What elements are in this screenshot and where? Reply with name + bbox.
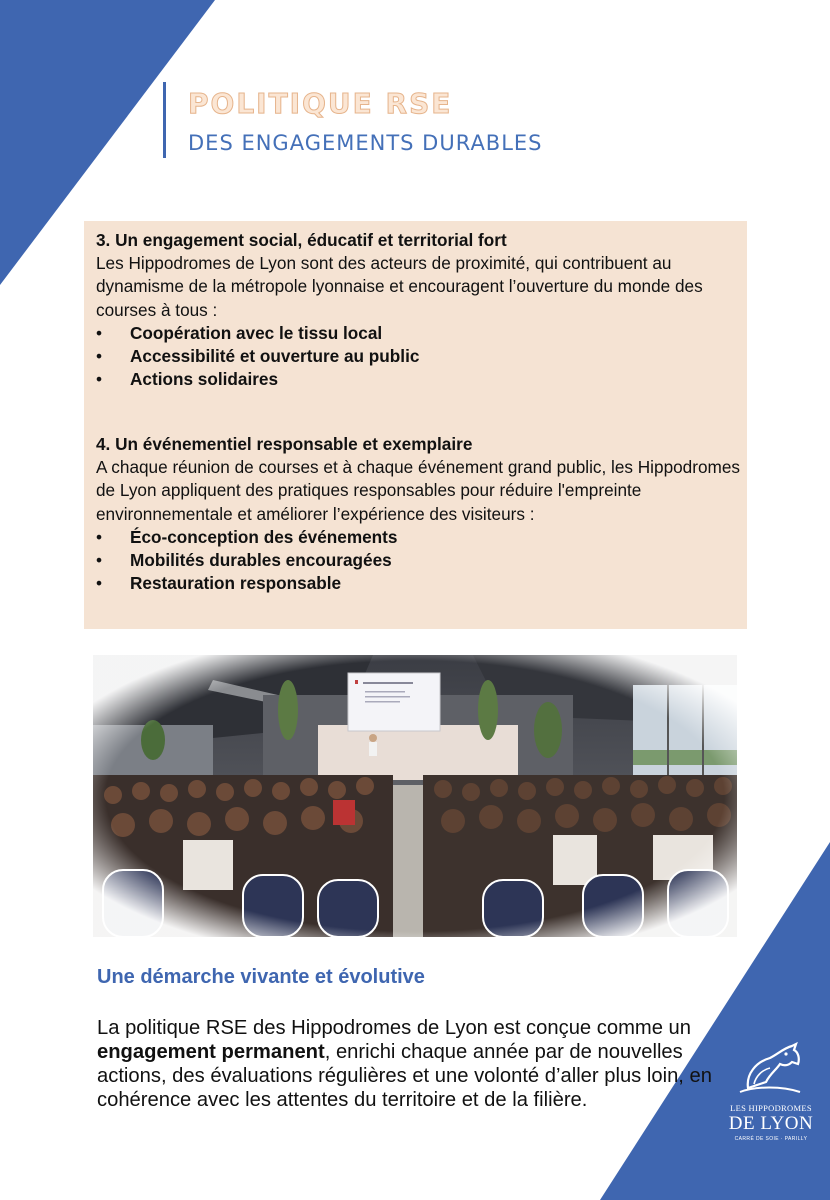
bullet-icon: • <box>96 322 103 343</box>
list-item <box>96 322 741 345</box>
bullet-icon: • <box>96 526 103 547</box>
list-item-label: Mobilités durables encouragées <box>130 550 392 571</box>
list-item <box>96 345 741 368</box>
section-text: Les Hippodromes de Lyon sont des acteurs de proximité, qui contribuent au dynamisme de la métropole lyonnaise et encouragent l’ouverture du monde des courses à tous : <box>96 253 703 320</box>
closing-text-bold: engagement permanent <box>97 1041 325 1063</box>
section-title: 4. Un événementiel responsable et exemplaire <box>96 434 473 454</box>
closing-text-end: , enrichi chaque année par de nouvelles actions, des évaluations régulières et une volonté d’aller plus loin, en cohérence avec les attentes du territoire et de la filière. <box>97 1041 712 1111</box>
logo-text-line2: DE LYON <box>728 1113 814 1134</box>
page-subtitle: DES ENGAGEMENTS DURABLES <box>188 131 543 155</box>
closing-title: Une démarche vivante et évolutive <box>97 966 425 988</box>
list-item-label: Coopération avec le tissu local <box>130 322 383 343</box>
section-social-engagement <box>96 229 741 391</box>
closing-text-start: La politique RSE des Hippodromes de Lyon est conçue comme un <box>97 1017 692 1039</box>
bullet-icon: • <box>96 369 103 390</box>
section-text: A chaque réunion de courses et à chaque événement grand public, les Hippodromes de Lyon appliquent des pratiques responsables pour réduire l'empreinte environnementale et améliorer l’expérience des visiteurs : <box>96 457 740 524</box>
list-item <box>96 549 741 572</box>
list-item-label: Actions solidaires <box>130 369 279 390</box>
engagements-box <box>84 221 747 629</box>
bullet-icon: • <box>96 573 103 594</box>
closing-paragraph <box>97 1016 717 1112</box>
section-title: 3. Un engagement social, éducatif et territorial fort <box>96 230 507 250</box>
logo-text-line1: LES HIPPODROMES <box>730 1103 812 1113</box>
header-accent-bar <box>163 82 166 158</box>
list-item <box>96 572 741 595</box>
bullet-icon: • <box>96 346 103 367</box>
bullet-icon: • <box>96 550 103 571</box>
list-item <box>96 526 741 549</box>
page-title: POLITIQUE RSE <box>188 87 453 120</box>
list-item <box>96 368 741 391</box>
list-item-label: Éco-conception des événements <box>130 526 398 547</box>
list-item-label: Restauration responsable <box>130 573 342 594</box>
conference-photo <box>93 655 737 937</box>
horse-head-icon <box>726 1040 816 1100</box>
logo-text-line3: CARRÉ DE SOIE · PARILLY <box>734 1136 808 1142</box>
bullet-list <box>96 526 741 596</box>
bullet-list <box>96 322 741 392</box>
section-responsible-events <box>96 433 741 595</box>
list-item-label: Accessibilité et ouverture au public <box>130 346 420 367</box>
hippodromes-logo <box>726 1040 816 1150</box>
